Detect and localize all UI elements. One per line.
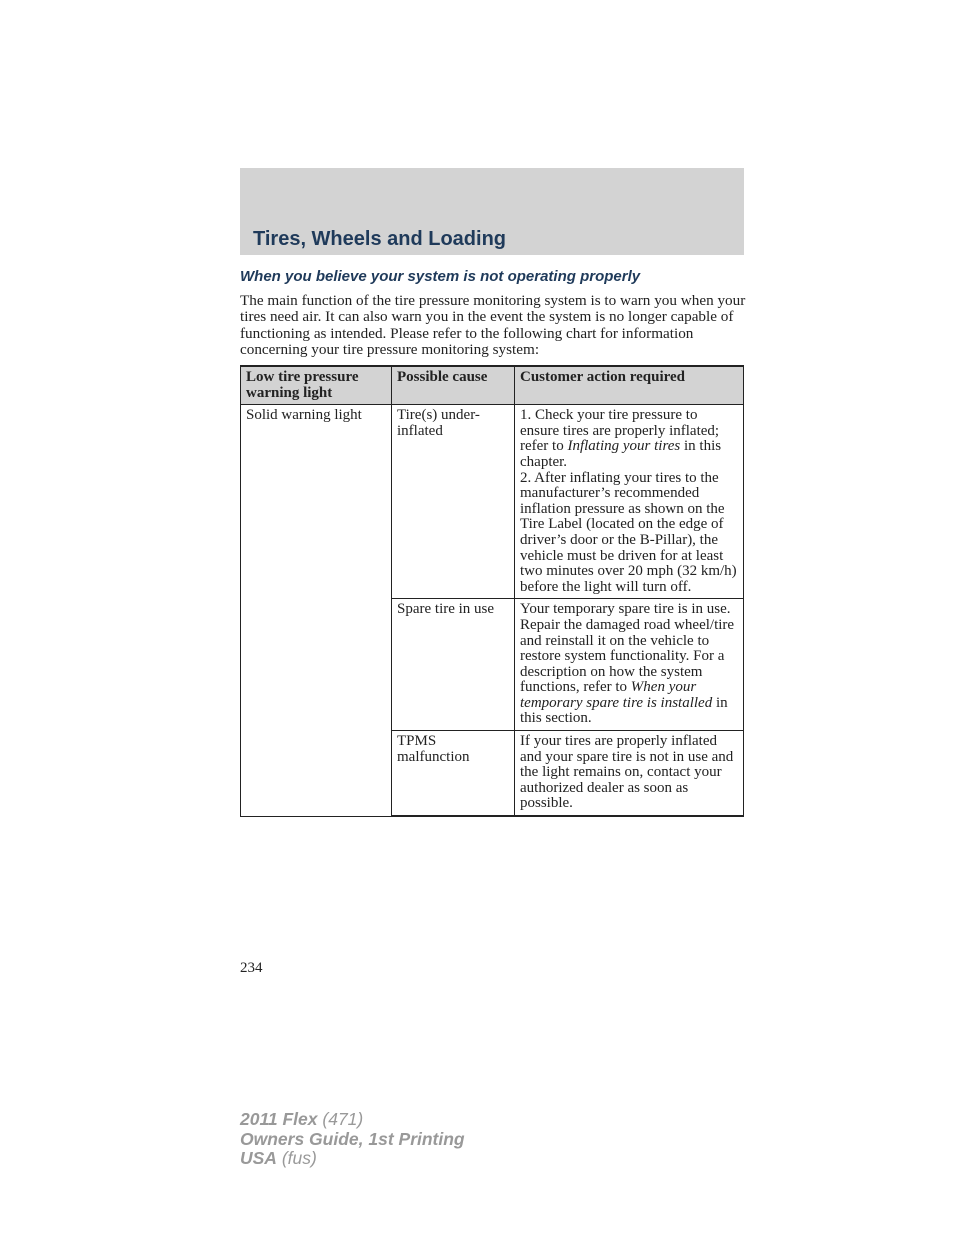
action-text: in this section.	[520, 694, 728, 727]
action-text: Your temporary spare tire is in use. Repair the damaged road wheel/tire and reinstall it on the vehicle to restore system functionality. For a description on how the system functions, refer to	[520, 601, 735, 696]
header-warning-light: Low tire pressure warning light	[241, 366, 392, 405]
document-footer	[240, 1110, 465, 1169]
warning-light-cell: Solid warning light	[241, 405, 392, 816]
table-header-row	[241, 366, 744, 405]
intro-paragraph: The main function of the tire pressure monitoring system is to warn you when your tires need air. It can also warn you in the event the system is no longer capable of functioning as intended. Please refer to the following chart for information concerning your tire pressure monitoring system:	[240, 292, 746, 358]
action-text: 2. After inflating your tires to the manufacturer’s recommended inflation pressure as shown on the Tire Label (located on the edge of driver’s door or the B-Pillar), the vehicle must be driven for at least two minutes over 20 mph (32 km/h) before the light will turn off.	[520, 469, 737, 595]
action-text: in this chapter.	[520, 438, 722, 470]
page-number: 234	[240, 960, 263, 976]
footer-line	[240, 1110, 465, 1130]
action-cell	[515, 731, 744, 816]
footer-guide: Owners Guide, 1st Printing	[240, 1128, 465, 1149]
cause-cell: TPMS malfunction	[392, 731, 515, 816]
section-heading: When you believe your system is not operating properly	[240, 268, 641, 285]
footer-model: 2011 Flex	[240, 1109, 318, 1129]
cross-reference: Inflating your tires	[567, 438, 681, 455]
footer-line	[240, 1130, 465, 1150]
footer-code: (471)	[317, 1109, 364, 1129]
footer-line	[240, 1149, 465, 1169]
chapter-header-band	[240, 168, 744, 255]
tpms-troubleshooting-table	[240, 365, 744, 817]
chapter-title: Tires, Wheels and Loading	[253, 228, 507, 250]
header-possible-cause: Possible cause	[392, 366, 515, 405]
action-cell	[515, 405, 744, 599]
table-row	[241, 405, 744, 599]
header-customer-action: Customer action required	[515, 366, 744, 405]
cause-cell: Tire(s) under-inflated	[392, 405, 515, 599]
action-text: 1. Check your tire pressure to ensure tires are properly inflated; refer to	[520, 407, 720, 455]
action-cell	[515, 599, 744, 731]
cross-reference: When your temporary spare tire is installed	[520, 679, 713, 711]
footer-region-code: (fus)	[276, 1148, 317, 1168]
footer-region: USA	[240, 1148, 277, 1168]
cause-cell: Spare tire in use	[392, 599, 515, 731]
action-text: If your tires are properly inflated and your spare tire is not in use and the light remains on, contact your authorized dealer as soon as possible.	[520, 733, 734, 812]
